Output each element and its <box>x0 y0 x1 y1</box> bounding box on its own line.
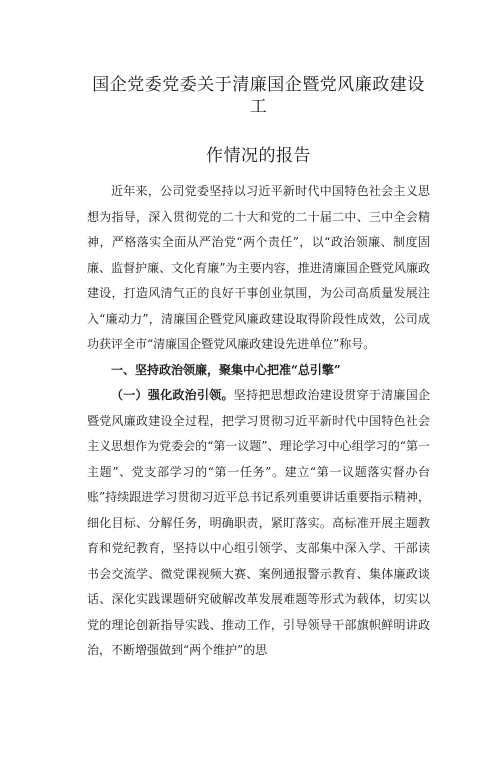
section-heading: 一、坚持政治领廉，聚集中心把准“总引擎” <box>111 362 341 377</box>
subsection-paragraph <box>87 383 430 664</box>
title-line-1: 国企党委党委关于清廉国企暨党风廉政建设工 <box>92 75 425 117</box>
subsection-body: 坚持把思想政治建设贯穿于清廉国企暨党风廉政建设全过程，把学习贯彻习近平新时代中国特色社会主义思想作为党委会的“第一议题”、理论学习中心组学习的“第一主题”、党支部学习的“第一任务”。建立“第一议题落实督办台账”持续跟进学习贯彻习近平总书记系列重要讲话重要指示精神，细化目标、分解任务，明确职责，紧盯落实。高标准开展主题教育和党纪教育，坚持以中心组引领学、支部集中深入学、干部读书会交流学、微党课视频大赛、案例通报警示教育、集体廉政谈话、深化实践课题研究破解改革发展难题等形式为载体，切实以党的理论创新指导实践、推动工作，引导领导干部旗帜鲜明讲政治，不断增强做到“两个维护”的思 <box>87 388 430 657</box>
subsection-lead: （一）强化政治引领。 <box>111 388 234 402</box>
title-line-2: 作情况的报告 <box>206 146 311 166</box>
intro-paragraph: 近年来，公司党委坚持以习近平新时代中国特色社会主义思想为指导，深入贯彻党的二十大和党的二十届二中、三中全会精神，严格落实全面从严治党“两个责任”，以“政治领廉、制度固廉、监督护廉、文化育廉”为主要内容，推进清廉国企暨党风廉政建设，打造风清气正的良好干事创业氛围，为公司高质量发展注入“廉动力”，清廉国企暨党风廉政建设取得阶段性成效，公司成功获评全市“清廉国企暨党风廉政建设先进单位”称号。 <box>87 184 430 351</box>
document-title <box>87 74 430 167</box>
document-page <box>0 74 500 781</box>
